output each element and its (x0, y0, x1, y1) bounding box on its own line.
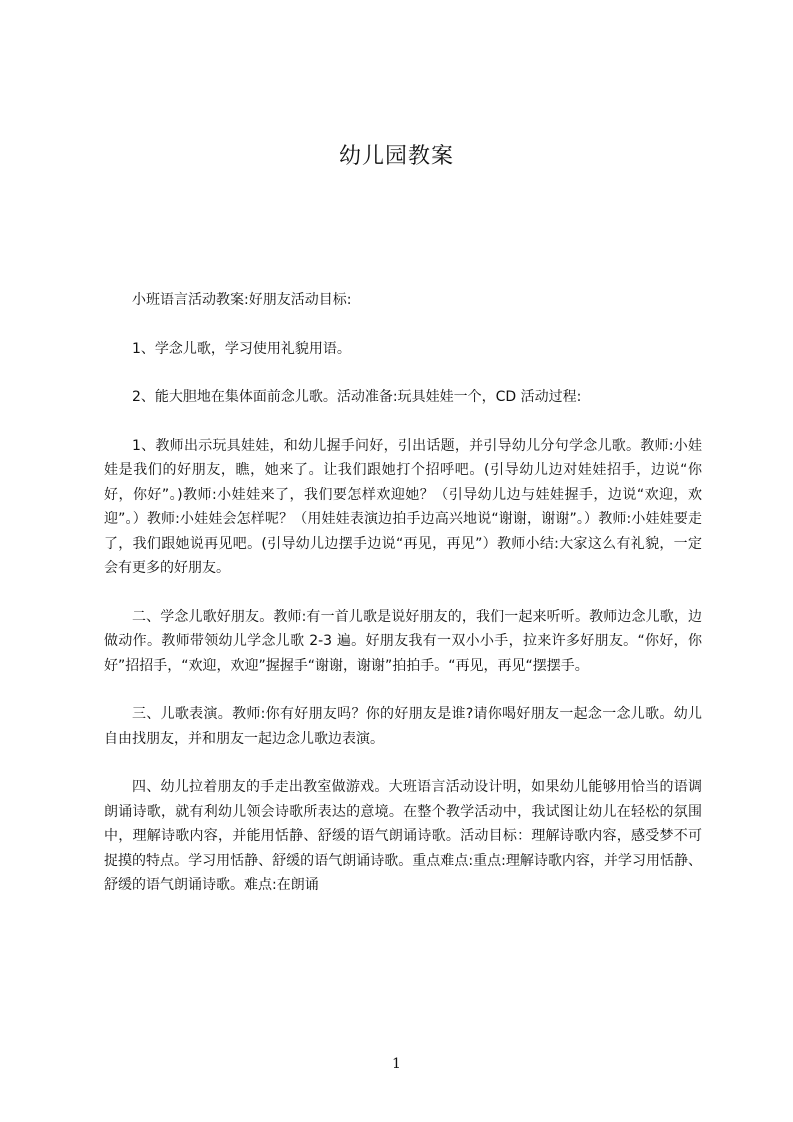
paragraph-process-2: 二、学念儿歌好朋友。教师:有一首儿歌是说好朋友的，我们一起来听听。教师边念儿歌，边做动作。教师带领幼儿学念儿歌 2-3 遍。好朋友我有一双小小手，拉来许多好朋友。“你好，你好”招招手，“欢迎，欢迎”握握手“谢谢，谢谢”拍拍手。“再见，再见“摆摆手。 (104, 608, 702, 674)
document-title: 幼儿园教案 (338, 144, 454, 169)
document-body (104, 288, 702, 922)
paragraph-activity-title: 小班语言活动教案:好朋友活动目标: (132, 292, 352, 308)
paragraph-goal-2: 2、能大胆地在集体面前念儿歌。活动准备:玩具娃娃一个，CD 活动过程: (132, 389, 582, 405)
page-number: 1 (392, 1056, 401, 1072)
paragraph-process-1: 1、教师出示玩具娃娃，和幼儿握手问好，引出话题，并引导幼儿分句学念儿歌。教师:小娃娃是我们的好朋友，瞧，她来了。让我们跟她打个招呼吧。(引导幼儿边对娃娃招手，边说“你好，你好”。)教师:小娃娃来了，我们要怎样欢迎她？（引导幼儿边与娃娃握手，边说“欢迎，欢迎”。）教师:小娃娃会怎样呢？（用娃娃表演边拍手边高兴地说“谢谢，谢谢”。）教师:小娃娃要走了，我们跟她说再见吧。(引导幼儿边摆手边说“再见，再见”）教师小结:大家这么有礼貌，一定会有更多的好朋友。 (104, 437, 702, 576)
paragraph-process-4: 四、幼儿拉着朋友的手走出教室做游戏。大班语言活动设计明，如果幼儿能够用恰当的语调朗诵诗歌，就有利幼儿领会诗歌所表达的意境。在整个教学活动中，我试图让幼儿在轻松的氛围中，理解诗歌内容，并能用恬静、舒缓的语气朗诵诗歌。活动目标：理解诗歌内容，感受梦不可捉摸的特点。学习用恬静、舒缓的语气朗诵诗歌。重点难点:重点:理解诗歌内容，并学习用恬静、舒缓的语气朗诵诗歌。难点:在朗诵 (104, 779, 702, 893)
paragraph-goal-1: 1、学念儿歌，学习使用礼貌用语。 (132, 340, 351, 357)
paragraph-process-3: 三、儿歌表演。教师:你有好朋友吗？你的好朋友是谁?请你喝好朋友一起念一念儿歌。幼儿自由找朋友，并和朋友一起边念儿歌边表演。 (104, 706, 702, 747)
